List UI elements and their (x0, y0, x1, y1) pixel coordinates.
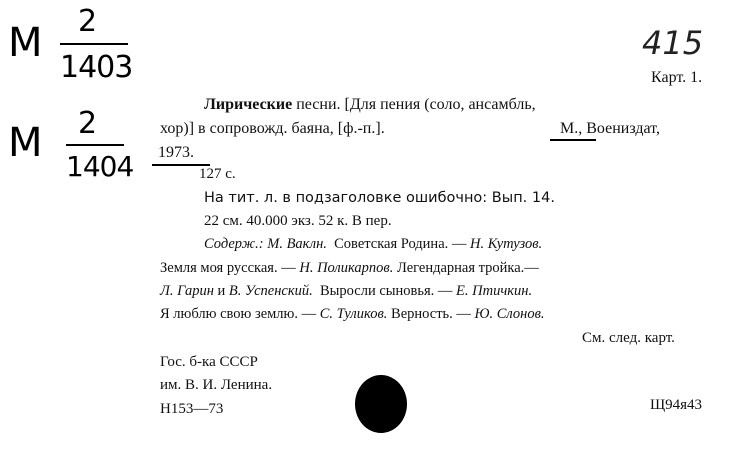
contents-author: М. Ваклн. (267, 236, 327, 252)
contents-author: Е. Птичкин. (456, 283, 533, 299)
card-code: Н153—73 (160, 401, 224, 417)
contents-line-2 (160, 261, 539, 276)
library-line-1: Гос. б-ка СССР (160, 354, 258, 370)
contents-title: Легендарная тройка.— (396, 260, 539, 276)
contents-author: Л. Гарин (160, 283, 214, 299)
contents-author: С. Туликов. (319, 306, 388, 322)
call-numerator: 2 (78, 106, 98, 141)
contents-title: Я люблю свою землю. — (160, 306, 317, 322)
note-physical: 22 см. 40.000 экз. 52 к. В пер. (204, 213, 392, 229)
handwritten-number: 415 (642, 24, 704, 62)
fraction-line (60, 43, 128, 45)
call-denominator: 1403 (60, 50, 133, 85)
title-line (204, 97, 536, 113)
index-code: Щ94я43 (650, 397, 703, 413)
contents-line-1 (204, 237, 542, 252)
contents-conj: и (217, 283, 226, 299)
publisher-underline (550, 139, 596, 141)
contents-author: В. Успенский. (228, 283, 313, 299)
title-rest: песни. [Для пения (соло, ансамбль, (292, 96, 536, 113)
contents-author: Н. Кутузов. (470, 236, 543, 252)
subtitle-line: хор)] в сопровожд. баяна, [ф.-п.]. (160, 120, 385, 137)
card-label: Карт. 1. (651, 69, 703, 86)
title-bold: Лирические (204, 96, 293, 113)
contents-label: Содерж.: (204, 236, 264, 252)
call-denominator: 1404 (66, 150, 134, 183)
year: 1973. (158, 144, 194, 161)
punch-hole (355, 375, 407, 433)
contents-line-4 (160, 307, 545, 322)
pages: 127 с. (199, 166, 236, 182)
call-numerator: 2 (78, 4, 98, 39)
see-next-card: См. след. карт. (582, 330, 675, 346)
contents-line-3 (160, 284, 532, 299)
call-prefix: М (8, 120, 43, 166)
call-prefix: М (8, 20, 43, 66)
contents-title: Земля моя русская. — (160, 260, 296, 276)
fraction-line (66, 144, 124, 146)
contents-title: Выросли сыновья. — (320, 283, 453, 299)
note-title-page: На тит. л. в подзаголовке ошибочно: Вып. 14. (204, 190, 555, 206)
contents-title: Советская Родина. — (334, 236, 467, 252)
contents-author: Н. Поликарпов. (299, 260, 394, 276)
publisher: М., Воениздат, (560, 120, 660, 137)
contents-title: Верность. — (391, 306, 471, 322)
contents-author: Ю. Слонов. (474, 306, 545, 322)
library-line-2: им. В. И. Ленина. (160, 377, 273, 393)
